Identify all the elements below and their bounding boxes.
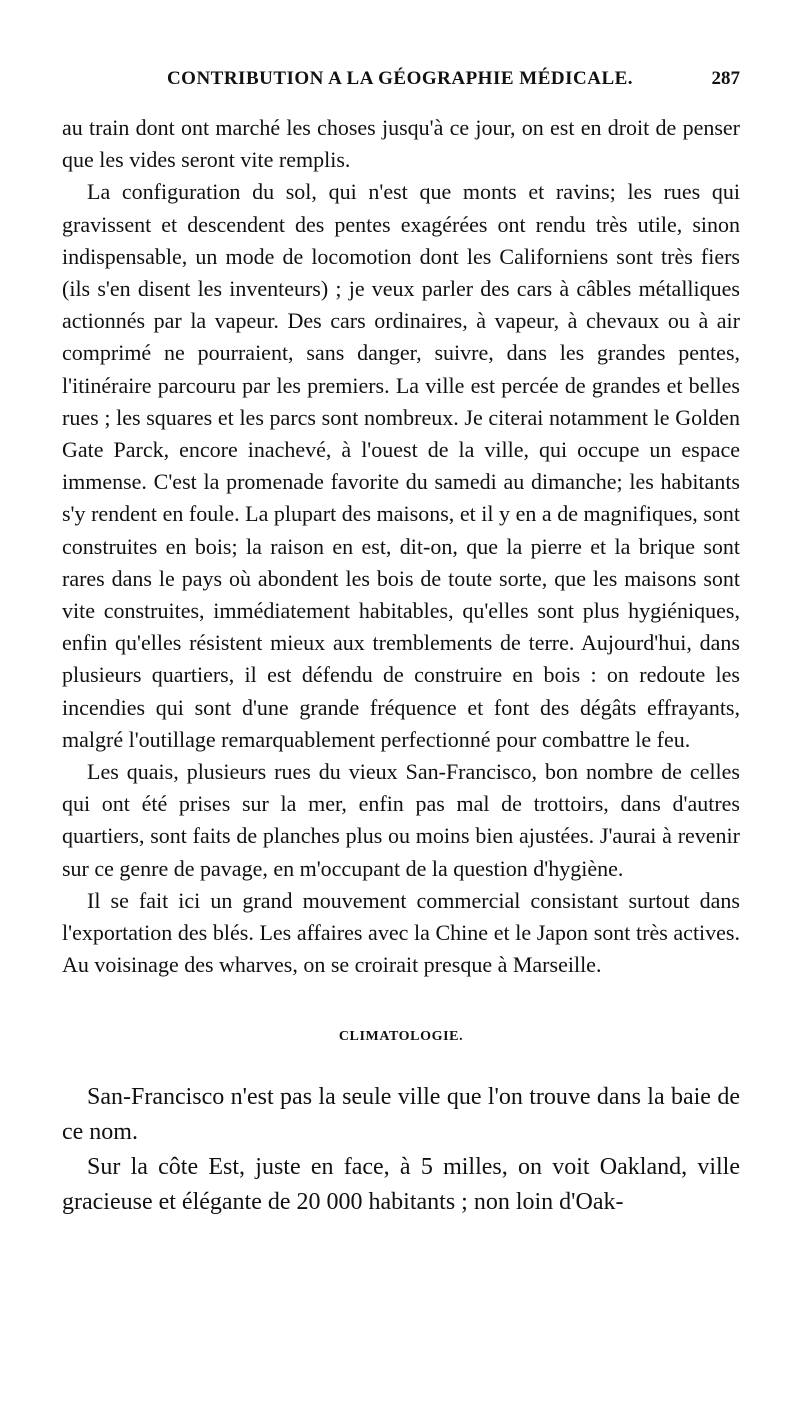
paragraph: Il se fait ici un grand mouvement commercial consistant surtout dans l'exportation des blés. Les affaires avec la Chine et le Japon sont très actives. Au voisinage des wharves, on se croirait presque à Marseille. <box>62 887 740 978</box>
paragraph: au train dont ont marché les choses jusqu'à ce jour, on est en droit de penser que les vides seront vite remplis. <box>62 115 740 173</box>
section-heading: CLIMATOLOGIE. <box>338 1029 464 1045</box>
running-head <box>60 68 740 96</box>
body-text <box>62 112 740 1220</box>
page-number: 287 <box>711 68 740 89</box>
paragraph: Sur la côte Est, juste en face, à 5 milles, on voit Oakland, ville gracieuse et élégante de 20 000 habitants ; non loin d'Oak- <box>62 1153 740 1215</box>
paragraph: La configuration du sol, qui n'est que monts et ravins; les rues qui gravissent et descendent des pentes exagérées ont rendu très utile, sinon indispensable, un mode de locomotion dont les Californiens sont très fiers (ils s'en disent les inventeurs) ; je veux parler des cars à câbles métalliques actionnés par la vapeur. Des cars ordinaires, à vapeur, à chevaux ou à air comprimé ne pourraient, sans danger, suivre, dans les grandes pentes, l'itinéraire parcouru par les premiers. La ville est percée de grandes et belles rues ; les squares et les parcs sont nombreux. Je citerai notamment le Golden Gate Parck, encore inachevé, à l'ouest de la ville, qui occupe un espace immense. C'est la promenade favorite du samedi au dimanche; les habitants s'y rendent en foule. La plupart des maisons, et il y en a de magnifiques, sont construites en bois; la raison en est, dit-on, que la pierre et la brique sont rares dans le pays où abondent les bois de toute sorte, que les maisons sont vite construites, immédiatement habitables, qu'elles sont plus hygiéniques, enfin qu'elles résistent mieux aux tremblements de terre. Aujourd'hui, dans plusieurs quartiers, il est défendu de construire en bois : on redoute les incendies qui sont d'une grande fréquence et font des dégâts effrayants, malgré l'outillage remarquablement perfectionné pour combattre le feu. <box>62 179 740 752</box>
running-title: CONTRIBUTION A LA GÉOGRAPHIE MÉDICALE. <box>166 68 634 89</box>
paragraph: Les quais, plusieurs rues du vieux San-Francisco, bon nombre de celles qui ont été prises sur la mer, enfin pas mal de trottoirs, dans d'autres quartiers, sont faits de planches plus ou moins bien ajustées. J'aurai à revenir sur ce genre de pavage, en m'occupant de la question d'hygiène. <box>62 759 740 881</box>
paragraph: San-Francisco n'est pas la seule ville que l'on trouve dans la baie de ce nom. <box>62 1083 740 1145</box>
